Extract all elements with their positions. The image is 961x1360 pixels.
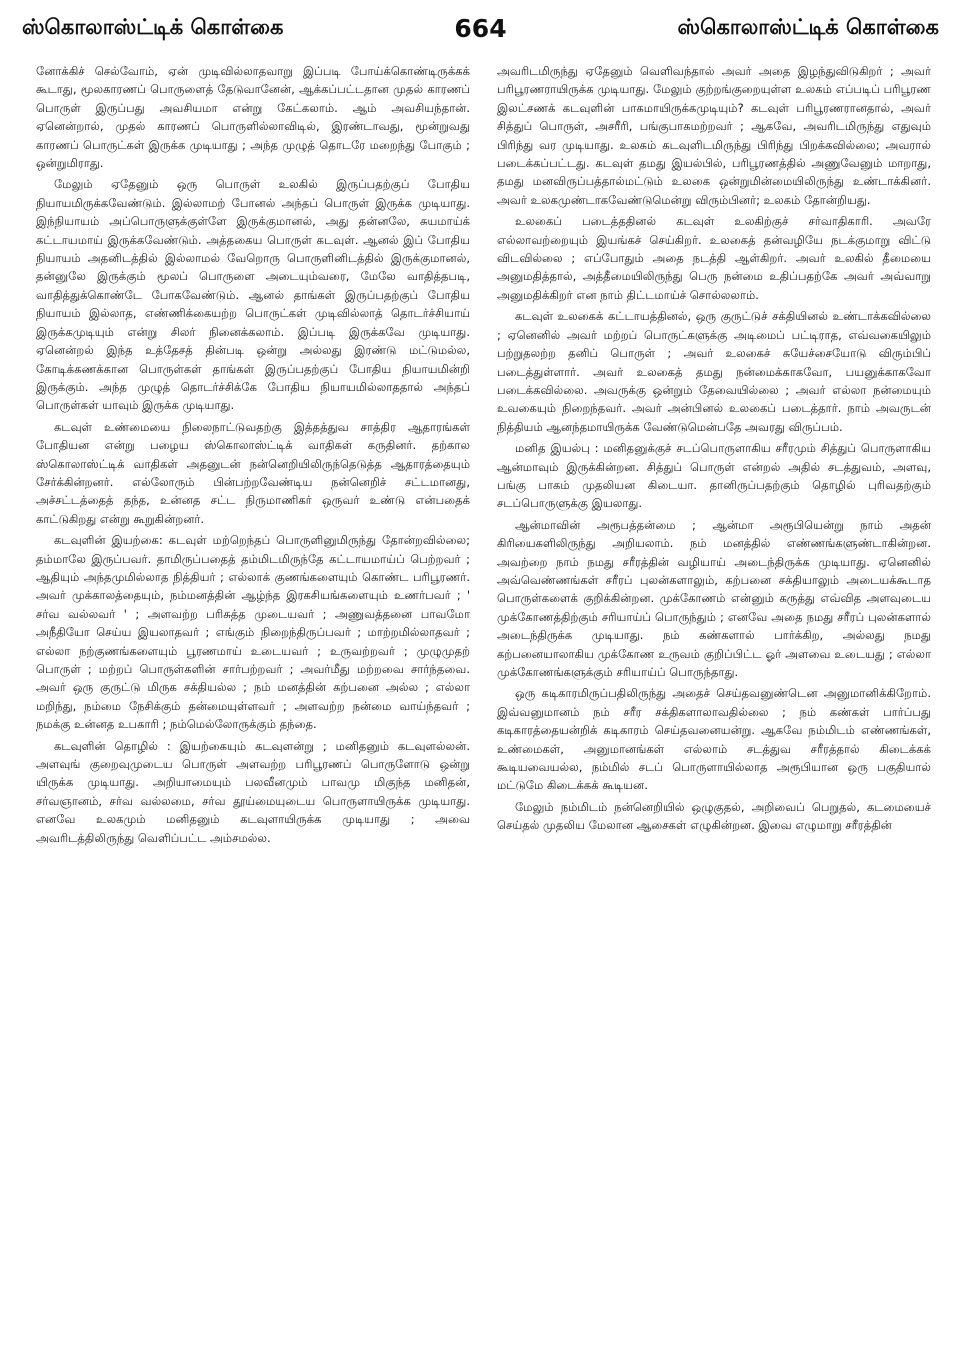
paragraph: மேலும் நம்மிடம் நன்னெறியில் ஒழுகுதல், அறிவைப் பெறுதல், கடமையைச் செய்தல் முதலிய மேலான ஆசைகள் எழுகின்றன. இவை எழுமாறு சரீரத்தின் [497,799,931,833]
paragraph: ஆன்மாவின் அரூபத்தன்மை ; ஆன்மா அரூபியென்று நாம் அதன் கிரியைகளிலிருந்து அறியலாம். நம் மனத்தில் எண்ணங்களுண்டாகின்றன. அவற்றை நாம் நமது சரீரத்தின் வழியாய் அடைந்திருக்க முடியாது. ஏனெனில் அவ்வெண்ணங்கள் சரீரப் புலன்களாலும், கற்பனை சக்தியாலும் அடையக்கூடாத பொருள்களைக் குறிக்கின்றன. முக்கோணம் என்னும் கருத்து எவ்வித அளவுடைய முக்கோணத்திற்கும் சரியாய்ப் பொருந்தும் ; எனவே அதை நமது சரீரப் புலன்களால் அடைந்திருக்க முடியாது. நம் கண்களால் பார்க்கிற, அல்லது நமது கற்பனையாலாகிய முக்கோண உருவம் குறிப்பிட்ட ஓர் அளவை உடையது ; எல்லா முக்கோணங்களுக்கும் சரியாய்ப் பொருந்தாது. [497,517,931,679]
paragraph: கடவுள் உலகைக் கட்டாயத்தினல், ஒரு குருட்டுச் சக்தியினல் உண்டாக்கவில்லை ; ஏனெனில் அவர் மற்றப் பொருட்களுக்கு அடிமைப் பட்டிராத, எவ்வகையிலும் பற்றுதலற்ற தனிப் பொருள் ; அவர் உலகைச் சுயேச்சையோடு விரும்பிப் படைத்துள்ளார். அவர் உலகைத் தமது நன்மைக்காகவோ, பயனுக்காகவோ படைக்கவில்லை. அவருக்கு ஒன்றும் தேவையில்லை ; அவர் எல்லா நன்மையும் உவகையும் நிறைந்தவர். அவர் அன்பினல் உலகைப் படைத்தார். நாம் அவருடன் நித்தியம் ஆனந்தமாயிருக்க வேண்டுமென்பதே அவரது விருப்பம். [497,309,931,434]
page-number: 664 [454,13,507,43]
paragraph: கடவுள் உண்மையை நிலைநாட்டுவதற்கு இத்தத்துவ சாத்திர ஆதாரங்கள் போதியன என்று பழைய ஸ்கொலாஸ்ட்டிக் வாதிகள் கருதினர். தற்கால ஸ்கொலாஸ்ட்டிக் வாதிகள் அதனுடன் நன்னெறியிலிருந்தெடுத்த ஆதாரத்தையும் சேர்க்கின்றனர். எல்லோரும் பின்பற்றவேண்டிய நன்னெறிச் சட்டமானது, அச்சட்டத்தைத் தந்த, உன்னத சட்ட நிருமாணிகர் ஒருவர் உண்டு என்பதைக் காட்டுகிறது என்று கூறுகின்றனர். [36,419,470,526]
paragraph: உலகைப் படைத்ததினல் கடவுள் உலகிற்குச் சர்வாதிகாரி. அவரே எல்லாவற்றையும் இயங்கச் செய்கிறர். உலகைத் தன்வழியே நடக்குமாறு விட்டு விடவில்லை ; எப்போதும் அதை நடத்தி ஆள்கிறர். அவர் உலகில் தீமையை அனுமதித்தால், அத்தீமையிலிருந்து பெரு நன்மை உதிப்பதற்கே அவர் அவ்வாறு அனுமதிக்கிறர் என நாம் திட்டமாய்ச் சொல்லலாம். [497,214,931,302]
running-head-right: ஸ்கொலாஸ்ட்டிக் கொள்கை [677,14,939,39]
paragraph: மனித இயல்பு : மனிதனுக்குச் சடப்பொருளாகிய சரீரமும் சித்துப் பொருளாகிய ஆன்மாவும் இருக்கின்றன. சித்துப் பொருள் என்றல் அதில் சடத்துவம், அளவு, பங்கு பாகம் முதலியன கிடையா. தானிருப்பதற்கும் தொழில் புரிவதற்கும் சடப்பொருளுக்கு இயலாது. [497,441,931,511]
paragraph: மேலும் ஏதேனும் ஒரு பொருள் உலகில் இருப்பதற்குப் போதிய நியாயமிருக்கவேண்டும். இல்லாமற் போனல் அந்தப் பொருள் இருக்க முடியாது. இந்நியாயம் அப்பொருளுக்குள்ளே இருக்குமானல், அது தன்னலே, சுயமாய்க் கட்டாயமாய் இருக்கவேண்டும். அத்தகைய பொருள் கடவுள். ஆனல் இப் போதிய நியாயம் அதனிடத்தில் இல்லாமல் வேறொரு பொருளினிடத்தில் இருக்குமானல், தன்னுலே இருக்கும் மூலப் பொருளை அடையும்வரை, மேலே வாதித்தபடி, வாதித்துக்கொண்டே போகவேண்டும். ஆனல் தாங்கள் இருப்பதற்குப் போதிய நியாயம் இல்லாத, எண்ணிக்கையற்ற பொருட்கள் முடிவில்லாத் தொடர்ச்சியாய் இருக்கமுடியும் என்று சிலர் நினைக்கலாம். இப்படி இருக்கவே முடியாது. ஏனென்றல் இந்த உத்தேசத் தின்படி ஒன்று அல்லது இரண்டு மட்டுமல்ல, கோடிக்கணக்கான பொருள்கள் தாங்கள் இருப்பதற்குப் போதிய நியாயமின்றி இருக்கும். அந்த முழுத் தொடர்ச்சிக்கே போதிய நியாயமில்லாததால் அந்தப் பொருள்கள் யாவும் இருக்க முடியாது. [36,177,470,413]
paragraph: னோக்கிச் செல்வோம், ஏன் முடிவில்லாதவாறு இப்படி போய்க்கொண்டிருக்கக் கூடாது, மூலகாரணப் பொருளைத் தேடுவானேன், ஆக்கப்பட்டதான முதல் காரணப் பொருள் இருப்பது அவசியமா என்று கேட்கலாம். ஆம் அவசியந்தான். ஏனென்றால், முதல் காரணப் பொருளில்லாவிடில், இரண்டாவது, மூன்றுவது காரணப் பொருட்கள் இருக்க முடியாது ; அந்த முழுத் தொடரே மறைந்து போகும் ; ஒன்றுமிராது. [36,64,470,171]
right-column [497,62,931,1352]
paragraph: ஒரு கடிகாரமிருப்பதிலிருந்து அதைச் செய்தவனுண்டென அனுமானிக்கிறோம். இவ்வனுமானம் நம் சரீர சக்திகளாலாவதில்லை ; நம் கண்கள் பார்ப்பது கடிகாரத்தையன்றிக் கடிகாரம் செய்தவனையன்று. ஆகவே நம்மிடம் எண்ணங்கள், உண்மைகள், அனுமானங்கள் எல்லாம் சடத்துவ சரீரத்தால் கிடைக்கக் கூடியவையல்ல, நம்மில் சடப் பொருளாயில்லாத அரூபியான ஒரு பகுதியால் மட்டுமே கிடைக்கக் கூடியன. [497,686,931,793]
paragraph: கடவுளின் இயற்கை: கடவுள் மற்றெந்தப் பொருளினுமிருந்து தோன்றவில்லை; தம்மாலே இருப்பவர். தாமிருப்பதைத் தம்மிடமிருந்தே கட்டாயமாய்ப் பெற்றவர் ; ஆதியும் அந்தமுமில்லாத நித்தியர் ; எல்லாக் குணங்களையும் கொண்ட பரிபூரணர். அவர் முக்காலத்தையும், நம்மனத்தின் ஆழ்ந்த இரகசியங்களையும் உணர்பவர் ; ' சர்வ வல்லவர் ' ; அளவற்ற பரிசுத்த முடையவர் ; அணுவத்தனை பாவமோ அநீதியோ செய்ய இயலாதவர் ; எங்கும் நிறைந்திருப்பவர் ; மாற்றமில்லாதவர் ; எல்லா நற்குணங்களையும் பூரணமாய் உடையவர் ; உருவற்றவர் ; முழுமுதற் பொருள் ; மற்றப் பொருள்களின் சார்பற்றவர் ; அவர்மீது மற்றவை சார்ந்தவை. அவர் ஒரு குருட்டு மிருக சக்தியல்ல ; நம் மனத்தின் கற்பனை அல்ல ; எல்லா மறிந்து, நம்மை நேசிக்கும் தன்மையுள்ளவர் ; அளவற்ற நன்மை வாய்ந்தவர் ; நமக்கு உன்னத உபகாரி ; நம்மெல்லோருக்கும் தந்தை. [36,533,470,732]
text-columns [36,62,931,1352]
paragraph: அவரிடமிருந்து ஏதேனும் வெளிவந்தால் அவர் அதை இழந்துவிடுகிறர் ; அவர் பரிபூரணராயிருக்க முடியாது. மேலும் குற்றங்குறையுள்ள உலகம் எப்படிப் பரிபூரண இலட்சணக் கடவுளின் பாகமாயிருக்கமுடியும்? கடவுள் பரிபூரணரானதால், அவர் சித்துப் பொருள், அசரீரி, பங்குபாகமற்றவர் ; ஆகவே, அவரிடமிருந்து எதுவும் பிரிந்து வர முடியாது. உலகம் கடவுளிடமிருந்து பிரிந்து பிறக்கவில்லை; அவரால் படைக்கப்பட்டது. கடவுள் தமது இயல்பில், பரிபூரணத்தில் அணுவேனும் மாறாது, தமது மனவிருப்பத்தால்மட்டும் உலகை ஒன்றுமின்மையிலிருந்து உண்டாக்கினர். அவர் உலகமுண்டாகவேண்டுமென்று விரும்பினர்; உலகம் தோன்றியது. [497,64,931,207]
page-header [22,8,939,48]
left-column [36,62,470,1352]
running-head-left: ஸ்கொலாஸ்ட்டிக் கொள்கை [22,14,284,39]
paragraph: கடவுளின் தொழில் : இயற்கையும் கடவுளன்று ; மனிதனும் கடவுளல்லன். அளவுங் குறைவுமுடைய பொருள் அளவற்ற பரிபூரணப் பொருளோடு ஒன்று யிருக்க முடியாது. அறியாமையும் பலவீனமும் பாவமு மிகுந்த மனிதன், சர்வஞானம், சர்வ வல்லமை, சர்வ தூய்மையுடைய பொருளாயிருக்க முடியாது. எனவே உலகமும் மனிதனும் கடவுளாயிருக்க முடியாது ; அவை அவரிடத்திலிருந்து வெளிப்பட்ட அம்சமல்ல. [36,738,470,845]
